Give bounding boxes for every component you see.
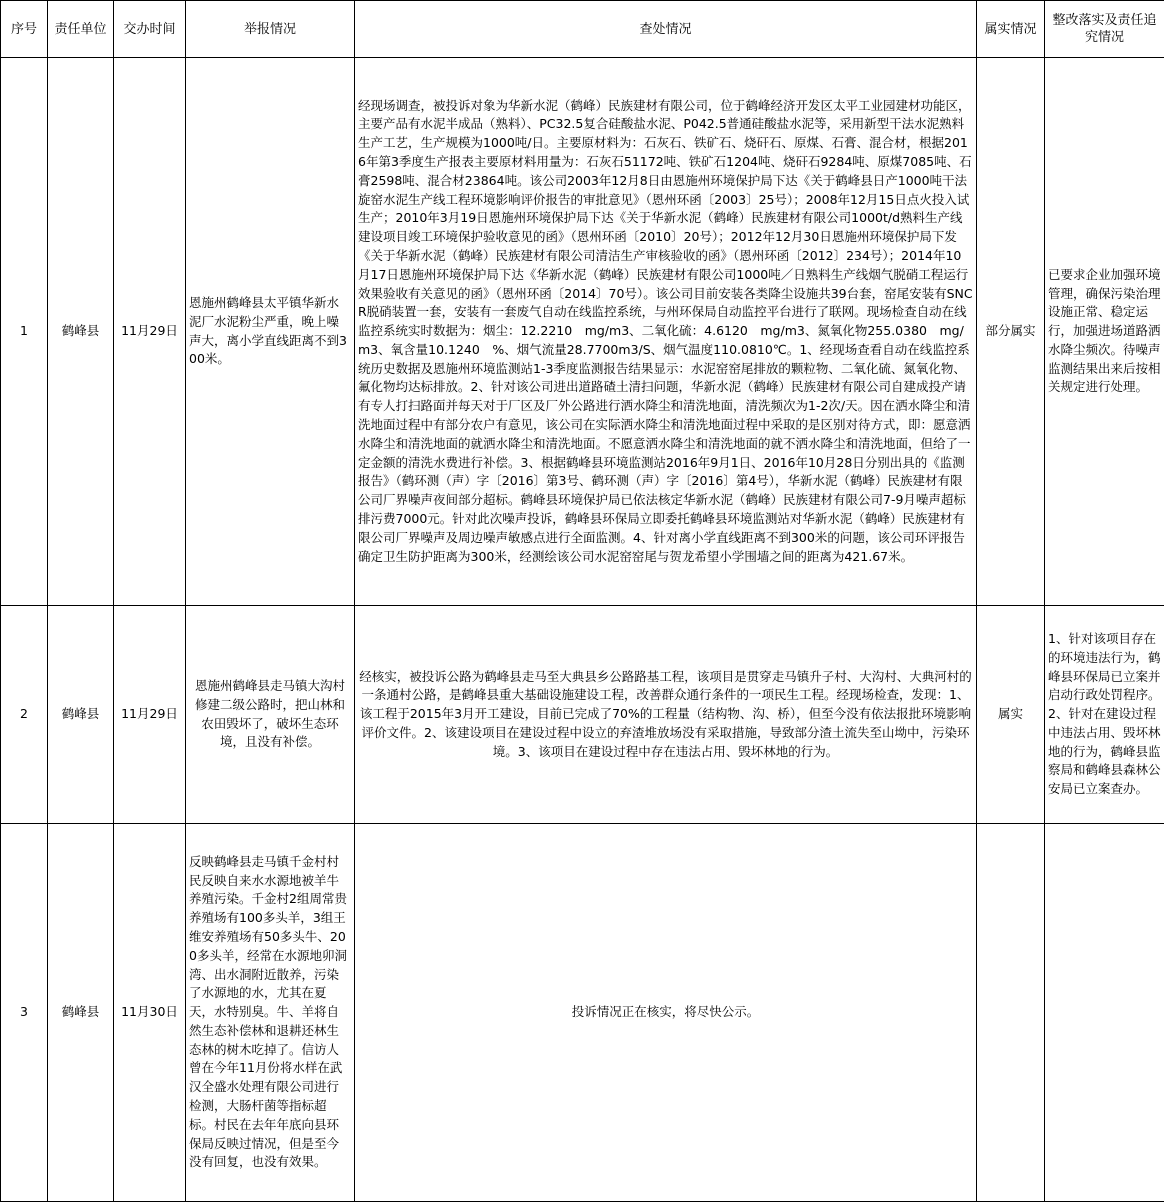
header-row bbox=[1, 1, 1164, 58]
table-row bbox=[1, 58, 1164, 606]
cell-verified: 部分属实 bbox=[977, 58, 1045, 606]
cell-date: 11月30日 bbox=[114, 824, 186, 1202]
header-rectification: 整改落实及责任追究情况 bbox=[1045, 1, 1164, 58]
cell-report: 恩施州鹤峰县太平镇华新水泥厂水泥粉尘严重，晚上噪声大，离小学直线距离不到300米。 bbox=[186, 58, 355, 606]
header-report: 举报情况 bbox=[186, 1, 355, 58]
cell-report: 反映鹤峰县走马镇千金村村民反映自来水水源地被羊牛养殖污染。千金村2组周常贵养殖场有100多头羊，3组王维安养殖场有50多头牛、200多头羊，经常在水源地卯洞湾、出水洞附近散养，污染了水源地的水，尤其在夏天，水特别臭。牛、羊将自然生态补偿林和退耕还林生态林的树木吃掉了。信访人曾在今年11月份将水样在武汉全盛水处理有限公司进行检测，大肠杆菌等指标超标。村民在去年年底向县环保局反映过情况，但是至今没有回复，也没有效果。 bbox=[186, 824, 355, 1202]
cell-rectification: 1、针对该项目存在的环境违法行为，鹤峰县环保局已立案并启动行政处罚程序。2、针对在建设过程中违法占用、毁坏林地的行为，鹤峰县监察局和鹤峰县森林公安局已立案查办。 bbox=[1045, 606, 1164, 824]
cell-rectification: 已要求企业加强环境管理，确保污染治理设施正常、稳定运行，加强进场道路洒水降尘频次。待噪声监测结果出来后按相关规定进行处理。 bbox=[1045, 58, 1164, 606]
header-investigation: 查处情况 bbox=[355, 1, 977, 58]
cell-investigation: 投诉情况正在核实，将尽快公示。 bbox=[355, 824, 977, 1202]
table-row bbox=[1, 606, 1164, 824]
cell-seq: 3 bbox=[1, 824, 48, 1202]
cell-seq: 2 bbox=[1, 606, 48, 824]
cell-report: 恩施州鹤峰县走马镇大沟村修建二级公路时，把山林和农田毁坏了，破坏生态环境，且没有补偿。 bbox=[186, 606, 355, 824]
cell-verified: 属实 bbox=[977, 606, 1045, 824]
cell-date: 11月29日 bbox=[114, 58, 186, 606]
cell-investigation: 经核实，被投诉公路为鹤峰县走马至大典县乡公路路基工程，该项目是贯穿走马镇升子村、大沟村、大典河村的一条通村公路，是鹤峰县重大基础设施建设工程，改善群众通行条件的一项民生工程。经现场检查，发现：1、该工程于2015年3月开工建设，目前已完成了70%的工程量（结构物、沟、桥），但至今没有依法报批环境影响评价文件。2、该建设项目在建设过程中设立的弃渣堆放场没有采取措施，导致部分渣土流失至山坳中，污染环境。3、该项目在建设过程中存在违法占用、毁坏林地的行为。 bbox=[355, 606, 977, 824]
cell-date: 11月29日 bbox=[114, 606, 186, 824]
cell-unit: 鹤峰县 bbox=[48, 606, 114, 824]
header-seq: 序号 bbox=[1, 1, 48, 58]
cell-unit: 鹤峰县 bbox=[48, 824, 114, 1202]
cell-verified bbox=[977, 824, 1045, 1202]
header-date: 交办时间 bbox=[114, 1, 186, 58]
table-row bbox=[1, 824, 1164, 1202]
cell-rectification bbox=[1045, 824, 1164, 1202]
cell-unit: 鹤峰县 bbox=[48, 58, 114, 606]
header-unit: 责任单位 bbox=[48, 1, 114, 58]
cell-investigation: 经现场调查，被投诉对象为华新水泥（鹤峰）民族建材有限公司，位于鹤峰经济开发区太平工业园建材功能区，主要产品有水泥半成品（熟料）、PC32.5复合硅酸盐水泥、P042.5普通硅酸盐水泥等，采用新型干法水泥熟料生产工艺，生产规模为1000吨/日。主要原材料为：石灰石、铁矿石、烧矸石、原煤、石膏、混合材，根据2016年第3季度生产报表主要原材料用量为：石灰石51172吨、铁矿石1204吨、烧矸石9284吨、原煤7085吨、石膏2598吨、混合材23864吨。该公司2003年12月8日由恩施州环境保护局下达《关于鹤峰县日产1000吨干法旋窑水泥生产线工程环境影响评价报告的审批意见》（恩州环函〔2003〕25号）；2008年12月15日点火投入试生产；2010年3月19日恩施州环境保护局下达《关于华新水泥（鹤峰）民族建材有限公司1000t/d熟料生产线建设项目竣工环境保护验收意见的函》（恩州环函〔2010〕20号）；2012年12月30日恩施州环境保护局下发《关于华新水泥（鹤峰）民族建材有限公司清洁生产审核验收的函》（恩州环函〔2012〕234号）；2014年10月17日恩施州环境保护局下达《华新水泥（鹤峰）民族建材有限公司1000吨／日熟料生产线烟气脱硝工程运行效果验收有关意见的函》（恩州环函〔2014〕70号）。该公司目前安装各类降尘设施共39台套，窑尾安装有SNCR脱硝装置一套，安装有一套废气自动在线监控系统，与州环保局自动监控平台进行了联网。现场检查自动在线监控系统实时数据为：烟尘：12.2210 mg/m3、二氧化硫：4.6120 mg/m3、氮氧化物255.0380 mg/m3、氧含量10.1240 %、烟气流量28.7700m3/S、烟气温度110.0810℃。1、经现场查看自动在线监控系统历史数据及恩施州环境监测站1-3季度监测报告结果显示：水泥窑窑尾排放的颗粒物、二氧化硫、氮氧化物、氟化物均达标排放。2、针对该公司进出道路碴土清扫问题，华新水泥（鹤峰）民族建材有限公司自建成投产请有专人打扫路面并每天对于厂区及厂外公路进行洒水降尘和清洗地面，清洗频次为1-2次/天。因在洒水降尘和清洗地面过程中有部分农户有意见，该公司在实际洒水降尘和清洗地面过程中采取的是区别对待方式，即：愿意洒水降尘和清洗地面的就洒水降尘和清洗地面。不愿意洒水降尘和清洗地面的就不洒水降尘和清洗地面，但给了一定金额的清洗水费进行补偿。3、根据鹤峰县环境监测站2016年9月1日、2016年10月28日分别出具的《监测报告》（鹤环测（声）字〔2016〕第3号、鹤环测（声）字〔2016〕第4号），华新水泥（鹤峰）民族建材有限公司厂界噪声夜间部分超标。鹤峰县环境保护局已依法核定华新水泥（鹤峰）民族建材有限公司7-9月噪声超标排污费7000元。针对此次噪声投诉，鹤峰县环保局立即委托鹤峰县环境监测站对华新水泥（鹤峰）民族建材有限公司厂界噪声及周边噪声敏感点进行全面监测。4、针对离小学直线距离不到300米的问题，该公司环评报告确定卫生防护距离为300米，经测绘该公司水泥窑窑尾与贺龙希望小学围墙之间的距离为421.67米。 bbox=[355, 58, 977, 606]
header-verified: 属实情况 bbox=[977, 1, 1045, 58]
cell-seq: 1 bbox=[1, 58, 48, 606]
